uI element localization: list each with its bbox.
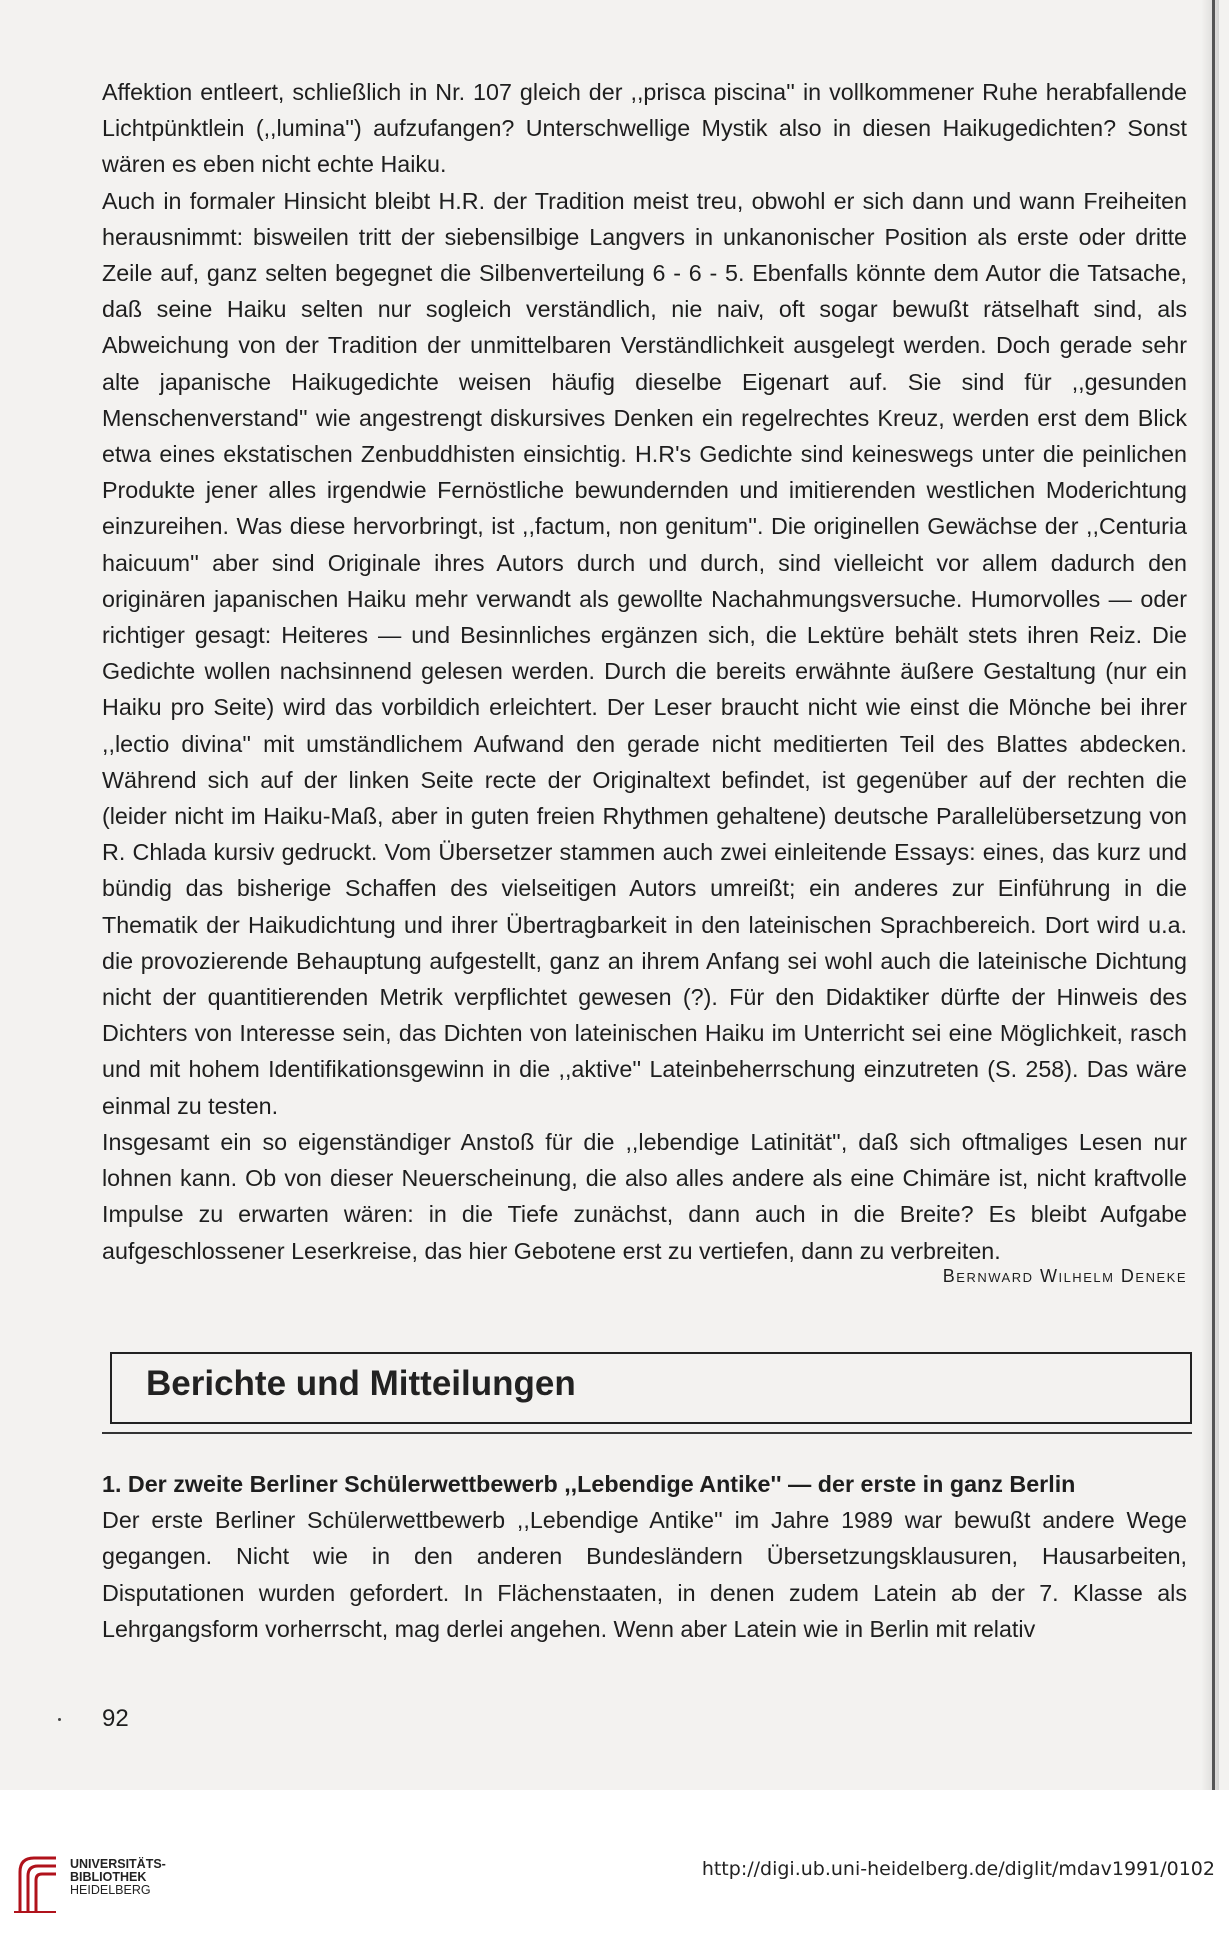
page-edge-shadow	[1201, 0, 1219, 1790]
section-item-text: Der erste Berliner Schülerwettbewerb ,,Lebendige Antike'' im Jahre 1989 war bewußt andere Wege gegangen. Nicht wie in den anderen Bundesländern Übersetzungsklausuren, Hausarbeiten, Disputationen wurden gefordert. In Flächenstaaten, in denen zudem Latein ab der 7. Klasse als Lehrgangsform vorherrscht, mag derlei angehen. Wenn aber Latein wie in Berlin mit relativ	[102, 1507, 1187, 1642]
page-mark	[58, 1718, 61, 1721]
review-author: Bernward Wilhelm Deneke	[942, 1266, 1187, 1286]
section-item-heading: 1. Der zweite Berliner Schülerwettbewerb ,,Lebendige Antike'' — der erste in ganz Berlin	[102, 1471, 1076, 1497]
section-header-box	[110, 1352, 1192, 1424]
section-item	[102, 1466, 1187, 1647]
page-number: 92	[102, 1705, 129, 1732]
library-logo-icon	[12, 1852, 64, 1916]
review-paragraph: Affektion entleert, schließlich in Nr. 107 gleich der ,,prisca piscina'' in vollkommener Ruhe herabfallende Lichtpünktlein (,,lumina'') aufzufangen? Unterschwellige Mystik also in diesen Haikugedichten? Sonst wären es eben nicht echte Haiku.	[102, 79, 1187, 178]
digitization-footer	[0, 1790, 1229, 1936]
page-edge-line	[1212, 0, 1215, 1790]
section-title: Berichte und Mitteilungen	[146, 1364, 576, 1403]
section-divider	[102, 1432, 1192, 1434]
library-name: UNIVERSITÄTS- BIBLIOTHEK HEIDELBERG	[70, 1857, 166, 1897]
review-text	[102, 74, 1187, 1269]
review-paragraph: Auch in formaler Hinsicht bleibt H.R. der Tradition meist treu, obwohl er sich dann und wann Freiheiten herausnimmt: bisweilen tritt der siebensilbige Langvers in unkanonischer Position als erste oder dritte Zeile auf, ganz selten begegnet die Silbenverteilung 6 - 6 - 5. Ebenfalls könnte dem Autor die Tatsache, daß seine Haiku selten nur sogleich verständlich, nie naiv, oft sogar bewußt rätselhaft sind, als Abweichung von der Tradition der unmittelbaren Verständlichkeit ausgelegt werden. Doch gerade sehr alte japanische Haikugedichte weisen häufig dieselbe Eigenart auf. Sie sind für ,,gesunden Menschenverstand'' wie angestrengt diskursives Denken ein regelrechtes Kreuz, werden erst dem Blick etwa eines ekstatischen Zenbuddhisten einsichtig. H.R's Gedichte sind keineswegs unter die peinlichen Produkte jener alles irgendwie Fernöstliche bewundernden und imitierenden westlichen Moderichtung einzureihen. Was diese hervorbringt, ist ,,factum, non genitum''. Die originellen Gewächse der ,,Centuria haicuum'' aber sind Originale ihres Autors durch und durch, sind vielleicht vor allem dadurch den originären japanischen Haiku mehr verwandt als gewollte Nachahmungsversuche. Humorvolles — oder richtiger gesagt: Heiteres — und Besinnliches ergänzen sich, die Lektüre behält stets ihren Reiz. Die Gedichte wollen nachsinnend gelesen werden. Durch die bereits erwähnte äußere Gestaltung (nur ein Haiku pro Seite) wird das vorbildich erleichtert. Der Leser braucht nicht wie einst die Mönche bei ihrer ,,lectio divina'' mit umständlichem Aufwand den gerade nicht meditierten Teil des Blattes abdecken. Während sich auf der linken Seite recte der Originaltext befindet, ist gegenüber auf der rechten die (leider nicht im Haiku-Maß, aber in guten freien Rhythmen gehaltene) deutsche Parallelübersetzung von R. Chlada kursiv gedruckt. Vom Übersetzer stammen auch zwei einleitende Essays: eines, das kurz und bündig das bisherige Schaffen des vielseitigen Autors umreißt; ein anderes zur Einführung in die Thematik der Haikudichtung und ihrer Übertragbarkeit in den lateinischen Sprachbereich. Dort wird u.a. die provozierende Behauptung aufgestellt, ganz an ihrem Anfang sei wohl auch die lateinische Dichtung nicht der quantitierenden Metrik verpflichtet gewesen (?). Für den Didaktiker dürfte der Hinweis des Dichters von Interesse sein, das Dichten von lateinischen Haiku im Unterricht sei eine Möglichkeit, rasch und mit hohem Identifikationsgewinn in die ,,aktive'' Lateinbeherrschung einzutreten (S. 258). Das wäre einmal zu testen.	[102, 187, 1187, 1119]
review-paragraph: Insgesamt ein so eigenständiger Anstoß für die ,,lebendige Latinität'', daß sich oftmaliges Lesen nur lohnen kann. Ob von dieser Neuerscheinung, die also alles andere als eine Chimäre ist, nicht kraftvolle Impulse zu erwarten wären: in die Tiefe zunächst, dann auch in die Breite? Es bleibt Aufgabe aufgeschlossener Leserkreise, das hier Gebotene erst zu vertiefen, dann zu verbreiten.	[102, 1128, 1187, 1264]
source-url-link[interactable]: http://digi.ub.uni-heidelberg.de/diglit/mdav1991/0102	[701, 1858, 1215, 1880]
